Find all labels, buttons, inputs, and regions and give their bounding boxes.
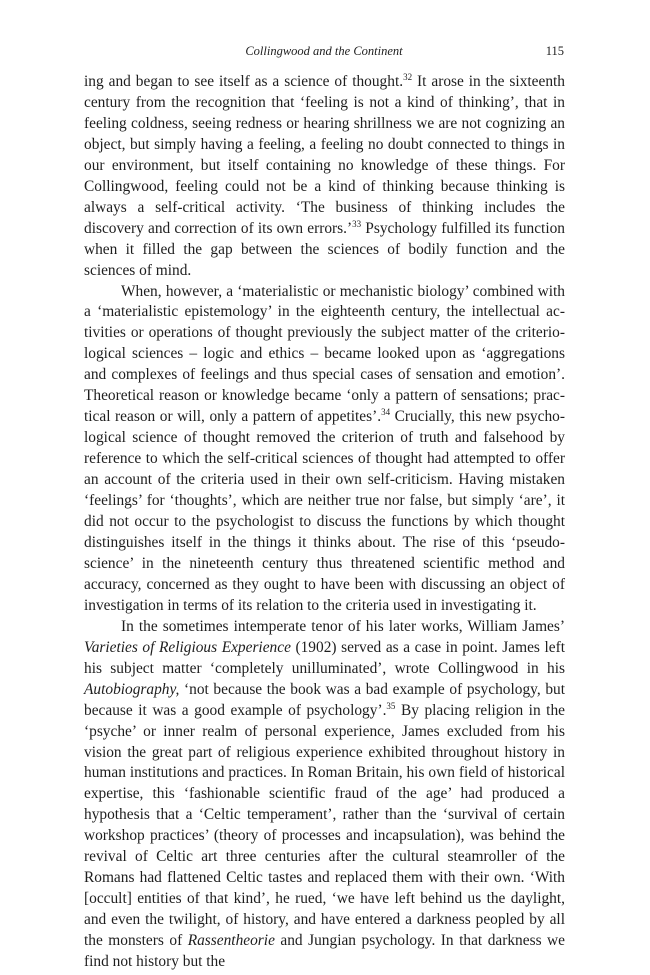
paragraph-3 [84,617,565,973]
running-title: Collingwood and the Continent [245,44,403,58]
book-title-autobiography: Autobiography, [84,680,180,698]
text-run: Psychology fulfilled its function when it filled the gap between the sciences of bodily function and the sciences of mind. [84,219,565,279]
page-number: 115 [545,44,564,58]
book-title-varieties: Varieties of Religious Experience [84,638,291,656]
text-run: ‘not because the book was a bad example of psychology, but because it was a good example of psychology’. [84,680,565,719]
text-run: Crucially, this new psychological science of thought removed the criterion of truth and falsehood by reference to which the self-critical sciences of thought had attempted to offer an account of the criteria used in their own self-criticism. Having mistaken ‘feelings’ for ‘thoughts’, which are neither true nor false, but simply ‘are’, it did not occur to the psychologist to discuss the functions by which thought distinguishes itself in the things it thinks about. The rise of this ‘pseudo-science’ in the nineteenth century thus threatened scientific method and accuracy, concerned as they ought to have been with discussing an object of investigation in terms of its relation to the criteria used in investigating it. [84,408,565,614]
text-run: In the sometimes intemperate tenor of his later works, William James’ [121,617,565,635]
text-run: It arose in the sixteenth century from the recognition that ‘feeling is not a kind of thinking’, that in feeling coldness, seeing redness or hearing shrillness we are not cognizing an object, but simply having a feeling, a feeling no doubt connected to things in our environment, but itself containing no knowledge of these things. For Collingwood, feeling could not be a kind of thinking because thinking is always a self-critical activity. ‘The business of thinking includes the discovery and correction of its own errors.’ [84,73,565,237]
text-run: and Jungian psychology. In that darkness we find not history but the [84,932,565,971]
text-run: (1902) served as a case in point. James left his subject matter ‘completely unilluminated’, wrote Collingwood in his [84,638,565,677]
paragraph-2 [84,282,565,617]
text-run: When, however, a ‘materialistic or mechanistic biology’ combined with a ‘materialistic epistemology’ in the eighteenth century, the intellectual activities or operations of thought previously the subject matter of the criteriological sciences – logic and ethics – became looked upon as ‘aggregations and complexes of feelings and thus special cases of sensation and emotion’. Theoretical reason or knowledge became ‘only a pattern of sensations; practical reason or will, only a pattern of appetites’. [84,282,565,426]
body-text [84,72,565,973]
paragraph-1 [84,72,565,282]
footnote-ref-33: 33 [352,218,362,229]
footnote-ref-32: 32 [403,72,413,82]
text-run: By placing religion in the ‘psyche’ or inner realm of personal experience, James excluded from his vision the great part of religious experience exhibited throughout history in human institutions and practices. In Roman Britain, his own field of historical expertise, this ‘fashionable scientific fraud of the age’ had produced a hypothesis that a ‘Celtic temperament’, rather than the ‘survival of certain workshop practices’ (theory of processes and incapsulation), was behind the revival of Celtic art three centuries after the cultural steamroller of the Romans had flattened Celtic tastes and replaced them with their own. ‘With [occult] entities of that kind’, he rued, ‘we have left behind us the daylight, and even the twilight, of history, and have entered a darkness peopled by all the monsters of [84,701,565,950]
footnote-ref-34: 34 [381,407,391,418]
running-head [84,44,564,62]
term-rassentheorie: Rassentheorie [187,932,275,950]
footnote-ref-35: 35 [386,700,396,711]
text-run: ing and began to see itself as a science of thought. [84,73,404,90]
